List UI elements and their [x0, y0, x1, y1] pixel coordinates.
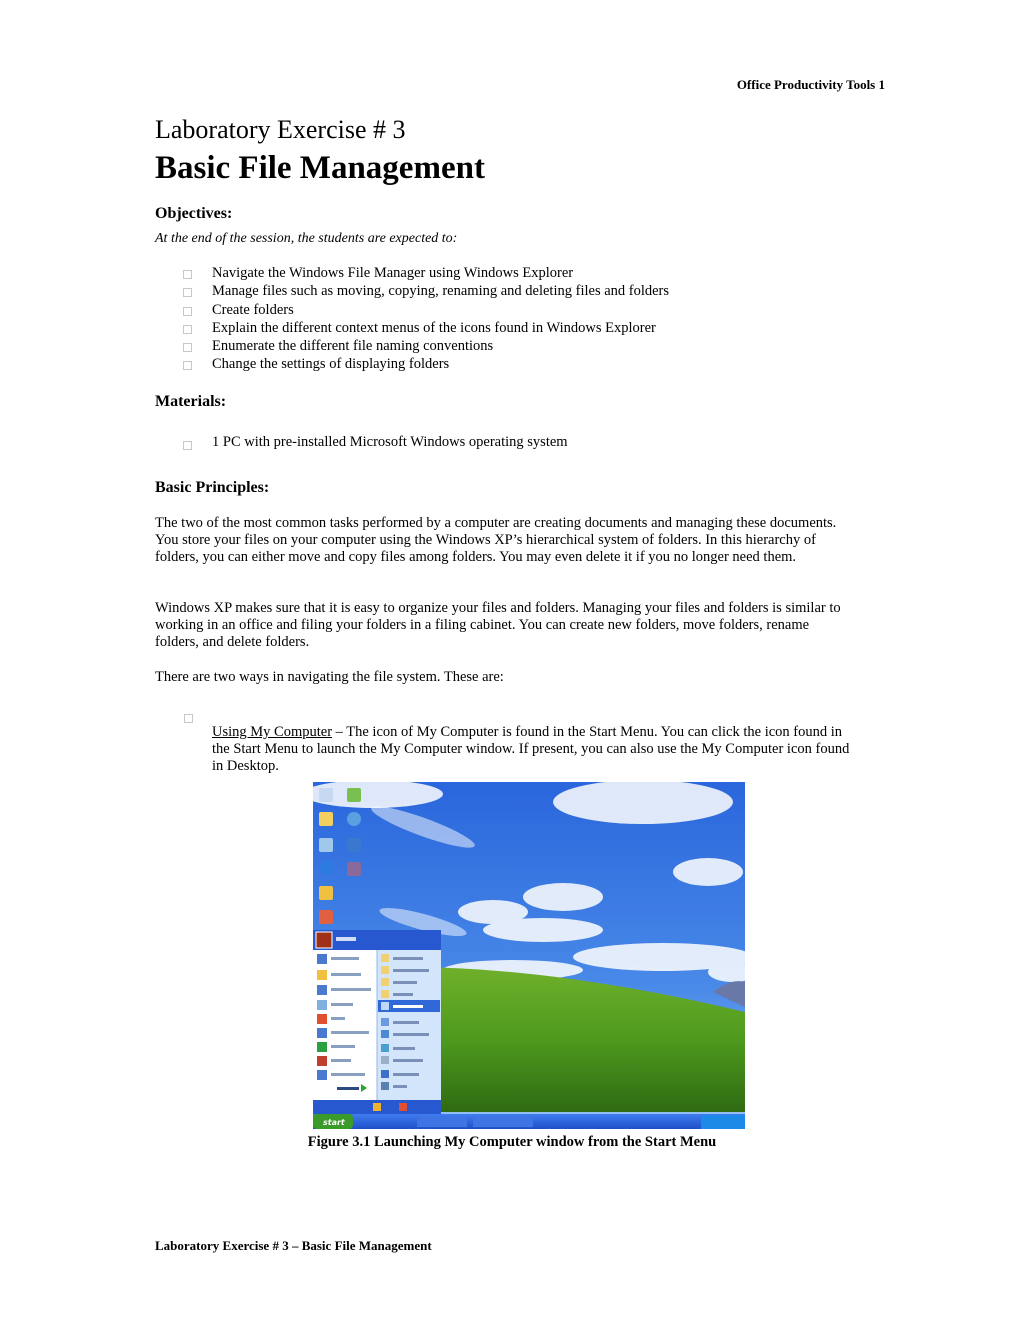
checkbox-bullet-icon — [183, 441, 192, 450]
materials-heading: Materials: — [155, 393, 227, 410]
figure-winxp-desktop — [313, 782, 745, 1129]
paragraph: The two of the most common tasks performed by a computer are creating documents and managing these documents. You store your files on your computer using the Windows XP’s hierarchical system of folders. In this hierarchy of folders, you can either move and copy files among folders. You may even delete it if you no longer need them. — [155, 515, 837, 565]
checkbox-bullet-icon — [183, 307, 192, 316]
start-menu — [313, 930, 441, 1114]
page-footer: Laboratory Exercise # 3 – Basic File Management — [155, 1238, 432, 1253]
checkbox-bullet-icon — [183, 361, 192, 370]
objectives-heading: Objectives: — [155, 205, 233, 222]
paragraph: Windows XP makes sure that it is easy to organize your files and folders. Managing your files and folders is similar to working in an office and filing your folders in a filing cabinet. You can create new folders, move folders, rename folders, and delete folders. — [155, 600, 841, 650]
svg-text:start: start — [323, 1118, 345, 1127]
checkbox-bullet-icon — [183, 288, 192, 297]
objectives-intro: At the end of the session, the students are expected to: — [155, 231, 458, 246]
term-label: Using My Computer — [212, 724, 333, 740]
list-item: Create folders — [183, 301, 669, 319]
list-item: Change the settings of displaying folders — [183, 355, 669, 373]
page-title: Basic File Management — [155, 150, 485, 186]
checkbox-bullet-icon — [183, 270, 192, 279]
checkbox-bullet-icon — [183, 343, 192, 352]
taskbar — [313, 1114, 745, 1129]
list-item: 1 PC with pre-installed Microsoft Windows operating system — [183, 433, 568, 451]
exercise-number: Laboratory Exercise # 3 — [155, 115, 406, 144]
materials-list — [183, 433, 568, 451]
navigation-way-item: Using My Computer – The icon of My Computer is found in the Start Menu. You can click the icon found in the Start Menu to launch the My Computer window. If present, you can also use the My Computer icon found in Desktop. — [212, 724, 850, 774]
principles-heading: Basic Principles: — [155, 479, 270, 496]
figure-caption: Figure 3.1 Launching My Computer window from the Start Menu — [307, 1134, 717, 1150]
list-item: Manage files such as moving, copying, renaming and deleting files and folders — [183, 282, 669, 300]
running-header: Office Productivity Tools 1 — [736, 77, 885, 92]
list-item: Explain the different context menus of the icons found in Windows Explorer — [183, 319, 669, 337]
paragraph: There are two ways in navigating the file system. These are: — [155, 669, 504, 685]
list-item: Enumerate the different file naming conventions — [183, 337, 669, 355]
checkbox-bullet-icon — [183, 325, 192, 334]
objectives-list — [183, 264, 669, 374]
list-item: Navigate the Windows File Manager using Windows Explorer — [183, 264, 669, 282]
checkbox-bullet-icon — [184, 714, 193, 723]
